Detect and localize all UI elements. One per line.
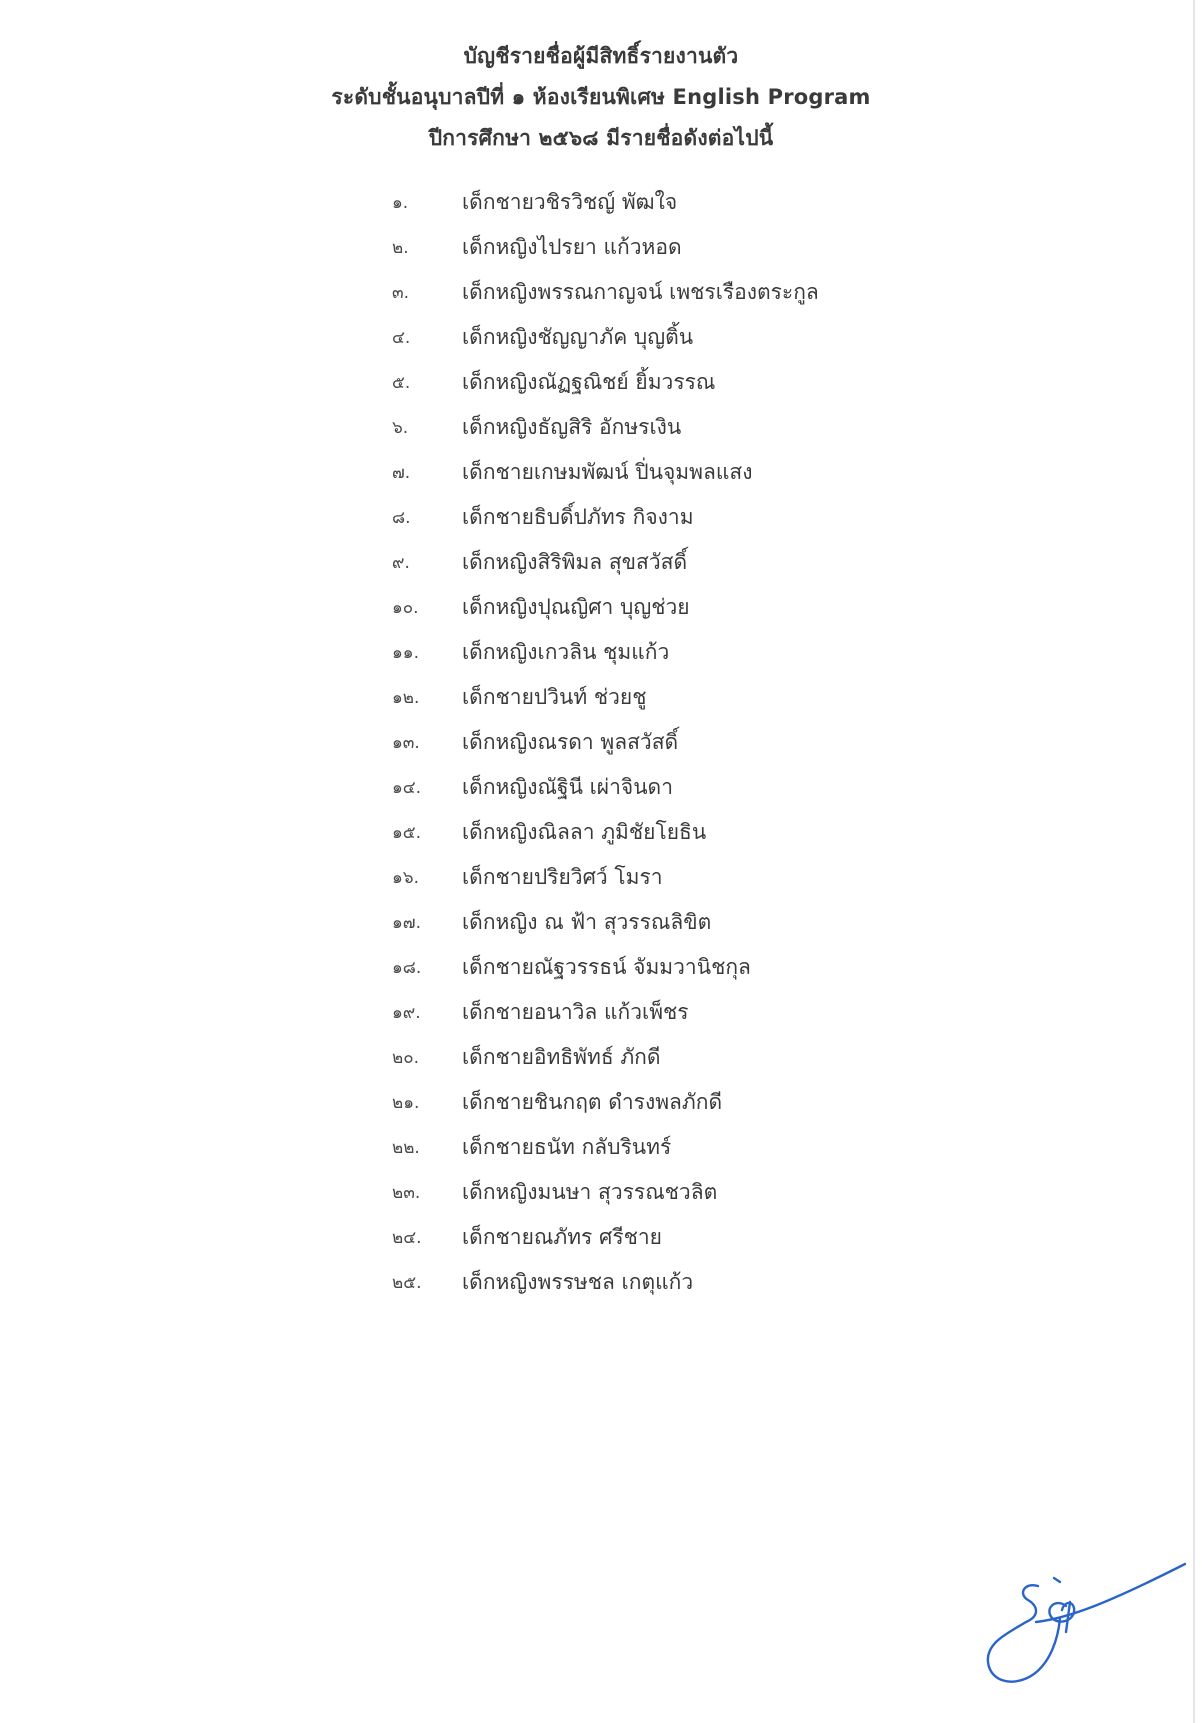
student-name: เด็กหญิงณัฐินี เผ่าจินดา xyxy=(462,775,673,799)
roster-row xyxy=(392,900,1092,945)
student-name: เด็กหญิงธัญสิริ อักษรเงิน xyxy=(462,415,682,439)
page-edge-line xyxy=(1193,0,1195,1723)
student-name: เด็กหญิงสิริพิมล สุขสวัสดิ์ xyxy=(462,550,688,574)
row-number: ๑๑. xyxy=(392,643,419,663)
row-number: ๑๒. xyxy=(392,688,420,708)
roster-row xyxy=(392,540,1092,585)
roster-row xyxy=(392,1170,1092,1215)
row-number: ๙. xyxy=(392,553,410,573)
roster-row xyxy=(392,630,1092,675)
student-name: เด็กชายชินกฤต ดำรงพลภักดี xyxy=(462,1090,723,1114)
roster-row xyxy=(392,1035,1092,1080)
row-number: ๓. xyxy=(392,283,410,303)
student-name: เด็กชายธิบดิ์ปภัทร กิจงาม xyxy=(462,505,694,529)
row-number: ๑๘. xyxy=(392,958,422,978)
row-number: ๔. xyxy=(392,328,411,348)
row-number: ๒๐. xyxy=(392,1048,419,1068)
student-name: เด็กชายเกษมพัฒน์ ปิ่นจุมพลแสง xyxy=(462,460,753,484)
row-number: ๖. xyxy=(392,418,409,438)
student-name: เด็กชายวชิรวิชญ์ พัฒใจ xyxy=(462,190,678,214)
student-name: เด็กหญิงไปรยา แก้วหอด xyxy=(462,235,682,259)
row-number: ๘. xyxy=(392,508,411,528)
roster-row xyxy=(392,765,1092,810)
roster-row xyxy=(392,1260,1092,1305)
student-name: เด็กหญิงณัฏฐณิชย์ ยิ้มวรรณ xyxy=(462,370,716,394)
roster-row xyxy=(392,675,1092,720)
roster-row xyxy=(392,405,1092,450)
row-number: ๒๒. xyxy=(392,1138,420,1158)
academic-year-line: ปีการศึกษา ๒๕๖๘ มีรายชื่อดังต่อไปนี้ xyxy=(428,126,774,150)
student-name: เด็กชายธนัท กลับรินทร์ xyxy=(462,1135,672,1159)
student-name: เด็กหญิงพรรณกาญจน์ เพชรเรืองตระกูล xyxy=(462,280,819,304)
student-name: เด็กชายปริยวิศว์ โมรา xyxy=(462,865,663,889)
row-number: ๑๗. xyxy=(392,913,421,933)
roster-row xyxy=(392,180,1092,225)
roster-row xyxy=(392,495,1092,540)
roster-row xyxy=(392,720,1092,765)
roster-row xyxy=(392,585,1092,630)
roster-row xyxy=(392,225,1092,270)
row-number: ๒๕. xyxy=(392,1273,422,1293)
row-number: ๑๔. xyxy=(392,778,422,798)
student-name: เด็กชายอนาวิล แก้วเพ็ชร xyxy=(462,1000,689,1024)
roster-row xyxy=(392,810,1092,855)
roster-row xyxy=(392,990,1092,1035)
student-roster xyxy=(392,180,1092,1305)
row-number: ๗. xyxy=(392,463,411,483)
row-number: ๑๓. xyxy=(392,733,420,753)
roster-row xyxy=(392,270,1092,315)
student-name: เด็กชายณัฐวรรธน์ จัมมวานิชกุล xyxy=(462,955,751,979)
row-number: ๒๑. xyxy=(392,1093,420,1113)
roster-row xyxy=(392,945,1092,990)
roster-row xyxy=(392,1080,1092,1125)
row-number: ๑. xyxy=(392,193,409,213)
student-name: เด็กหญิง ณ ฟ้า สุวรรณลิขิต xyxy=(462,910,712,934)
student-name: เด็กหญิงมนษา สุวรรณชวลิต xyxy=(462,1180,718,1204)
roster-row xyxy=(392,315,1092,360)
student-name: เด็กชายปวินท์ ช่วยชู xyxy=(462,685,647,709)
row-number: ๒๓. xyxy=(392,1183,421,1203)
student-name: เด็กหญิงณิลลา ภูมิชัยโยธิน xyxy=(462,820,707,844)
roster-row xyxy=(392,360,1092,405)
student-name: เด็กหญิงปุณญิศา บุญช่วย xyxy=(462,595,690,619)
document-subtitle: ระดับชั้นอนุบาลปีที่ ๑ ห้องเรียนพิเศษ English Program xyxy=(331,85,871,109)
row-number: ๕. xyxy=(392,373,411,393)
row-number: ๑๕. xyxy=(392,823,422,843)
roster-row xyxy=(392,1215,1092,1260)
student-name: เด็กชายณภัทร ศรีชาย xyxy=(462,1225,662,1249)
student-name: เด็กหญิงชัญญาภัค บุญติ้น xyxy=(462,325,694,349)
student-name: เด็กหญิงณรดา พูลสวัสดิ์ xyxy=(462,730,679,754)
row-number: ๑๖. xyxy=(392,868,419,888)
roster-row xyxy=(392,450,1092,495)
document-header xyxy=(0,36,1202,159)
row-number: ๒๔. xyxy=(392,1228,422,1248)
roster-row xyxy=(392,1125,1092,1170)
student-name: เด็กชายอิทธิพัทธ์ ภักดี xyxy=(462,1045,661,1069)
roster-row xyxy=(392,855,1092,900)
row-number: ๑๙. xyxy=(392,1003,421,1023)
row-number: ๑๐. xyxy=(392,598,419,618)
signature-icon xyxy=(980,1558,1190,1708)
student-name: เด็กหญิงเกวลิน ชุมแก้ว xyxy=(462,640,670,664)
document-title: บัญชีรายชื่อผู้มีสิทธิ์รายงานตัว xyxy=(463,44,739,68)
student-name: เด็กหญิงพรรษชล เกตุแก้ว xyxy=(462,1270,694,1294)
row-number: ๒. xyxy=(392,238,409,258)
